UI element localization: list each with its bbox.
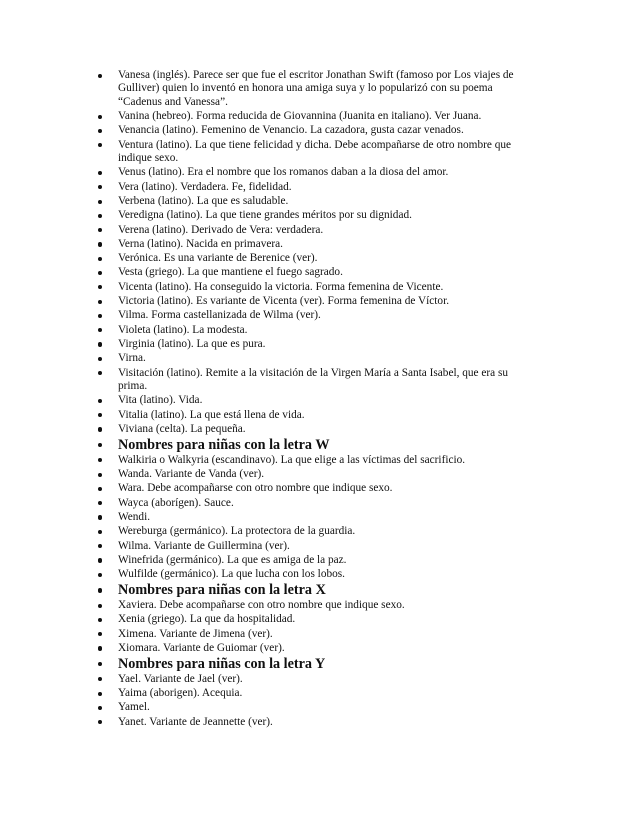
list-item: Venancia (latino). Femenino de Venancio. La cazadora, gusta cazar venados. [96,124,536,137]
section-heading: Nombres para niñas con la letra Y [96,656,536,672]
list-item: Virna. [96,352,536,365]
section-heading: Nombres para niñas con la letra W [96,437,536,453]
list-item: Visitación (latino). Remite a la visitación de la Virgen María a Santa Isabel, que era su prima. [96,367,536,394]
list-item: Vanesa (inglés). Parece ser que fue el escritor Jonathan Swift (famoso por Los viajes de Gulliver) quien lo inventó en honora una amiga suya y lo popularizó con su poema “Cadenus and Vanessa”. [96,69,536,109]
list-item: Wulfilde (germánico). La que lucha con los lobos. [96,568,536,581]
list-item: Viviana (celta). La pequeña. [96,423,536,436]
list-item: Yaima (aborigen). Acequia. [96,687,536,700]
list-item: Yanet. Variante de Jeannette (ver). [96,716,536,729]
list-item: Virginia (latino). La que es pura. [96,338,536,351]
list-item: Verna (latino). Nacida en primavera. [96,238,536,251]
list-item: Ximena. Variante de Jimena (ver). [96,628,536,641]
list-item: Wanda. Variante de Vanda (ver). [96,468,536,481]
list-item: Vitalia (latino). La que está llena de vida. [96,409,536,422]
list-item: Wayca (aborígen). Sauce. [96,497,536,510]
list-item: Xenia (griego). La que da hospitalidad. [96,613,536,626]
name-list [96,69,536,730]
list-item: Walkiria o Walkyria (escandinavo). La que elige a las víctimas del sacrificio. [96,454,536,467]
list-item: Vanina (hebreo). Forma reducida de Giovannina (Juanita en italiano). Ver Juana. [96,110,536,123]
list-item: Xaviera. Debe acompañarse con otro nombre que indique sexo. [96,599,536,612]
list-item: Yael. Variante de Jael (ver). [96,673,536,686]
list-item: Vita (latino). Vida. [96,394,536,407]
list-item: Vesta (griego). La que mantiene el fuego sagrado. [96,266,536,279]
list-item: Verena (latino). Derivado de Vera: verdadera. [96,224,536,237]
list-item: Victoria (latino). Es variante de Vicenta (ver). Forma femenina de Víctor. [96,295,536,308]
list-item: Yamel. [96,701,536,714]
section-heading: Nombres para niñas con la letra X [96,582,536,598]
list-item: Verónica. Es una variante de Berenice (ver). [96,252,536,265]
list-item: Ventura (latino). La que tiene felicidad y dicha. Debe acompañarse de otro nombre que indique sexo. [96,139,536,166]
list-item: Violeta (latino). La modesta. [96,324,536,337]
list-item: Verbena (latino). La que es saludable. [96,195,536,208]
list-item: Vilma. Forma castellanizada de Wilma (ver). [96,309,536,322]
list-item: Winefrida (germánico). La que es amiga de la paz. [96,554,536,567]
list-item: Wara. Debe acompañarse con otro nombre que indique sexo. [96,482,536,495]
list-item: Vera (latino). Verdadera. Fe, fidelidad. [96,181,536,194]
list-item: Vicenta (latino). Ha conseguido la victoria. Forma femenina de Vicente. [96,281,536,294]
list-item: Veredigna (latino). La que tiene grandes méritos por su dignidad. [96,209,536,222]
list-item: Wilma. Variante de Guillermina (ver). [96,540,536,553]
list-item: Wendi. [96,511,536,524]
list-item: Xiomara. Variante de Guiomar (ver). [96,642,536,655]
list-item: Venus (latino). Era el nombre que los romanos daban a la diosa del amor. [96,166,536,179]
list-item: Wereburga (germánico). La protectora de la guardia. [96,525,536,538]
